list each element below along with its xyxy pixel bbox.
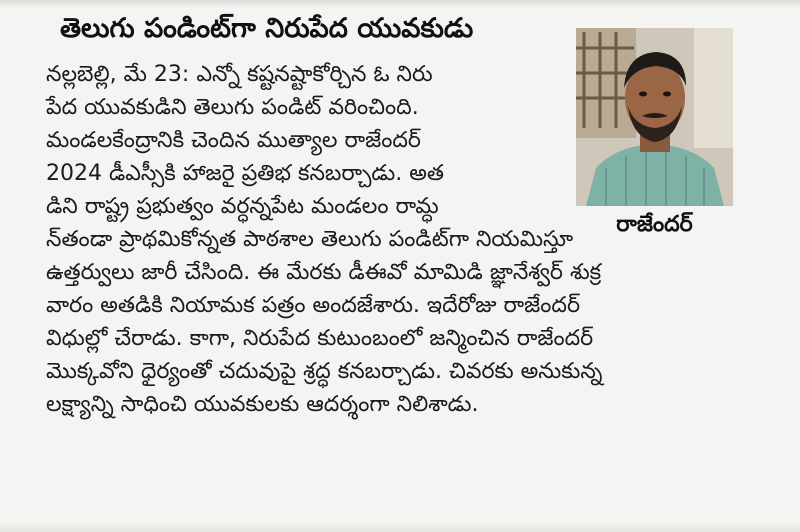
body-line: న్‌తండా ప్రాథమికోన్నత పాఠశాల తెలుగు పండిట్‌గా నియమిస్తూ [46, 227, 574, 252]
body-line: 2024 డీఎస్సీకి హాజరై ప్రతిభ కనబర్చాడు. అత [46, 161, 444, 186]
body-line: మండలకేంద్రానికి చెందిన ముత్యాల రాజేందర్ [46, 128, 421, 153]
person-photo [576, 28, 733, 206]
body-line: విధుల్లో చేరాడు. కాగా, నిరుపేద కుటుంబంలో జన్మించిన రాజేందర్ [46, 326, 594, 351]
body-line: నల్లబెల్లి, మే 23: ఎన్నో కష్టనష్టాకోర్చిన ఓ నిరు [46, 62, 433, 87]
article-headline: తెలుగు పండింట్‌గా నిరుపేద యువకుడు [60, 13, 474, 44]
body-line: ఉత్తర్వులు జారీ చేసింది. ఈ మేరకు డీఈవో మామిడి జ్ఞానేశ్వర్ శుక్ర [46, 260, 602, 285]
body-line: మొక్కవోని ధైర్యంతో చదువుపై శ్రద్ధ కనబర్చాడు. చివరకు అనుకున్న [46, 359, 603, 384]
body-line: వారం అతడికి నియామక పత్రం అందజేశారు. ఇదేరోజు రాజేందర్ [46, 293, 580, 318]
body-line: డిని రాష్ట్ర ప్రభుత్వం వర్ధన్నపేట మండలం రామ్ధ [46, 194, 439, 219]
clipped-next-text-strip [0, 522, 800, 532]
article-body [46, 58, 602, 421]
photo-caption: రాజేందర్ [616, 212, 693, 237]
clipped-previous-text-strip [0, 0, 800, 8]
body-line: పేద యువకుడిని తెలుగు పండిట్ వరించింది. [46, 95, 419, 120]
body-line: లక్ష్యాన్ని సాధించి యువకులకు ఆదర్శంగా నిలిశాడు. [46, 392, 479, 417]
